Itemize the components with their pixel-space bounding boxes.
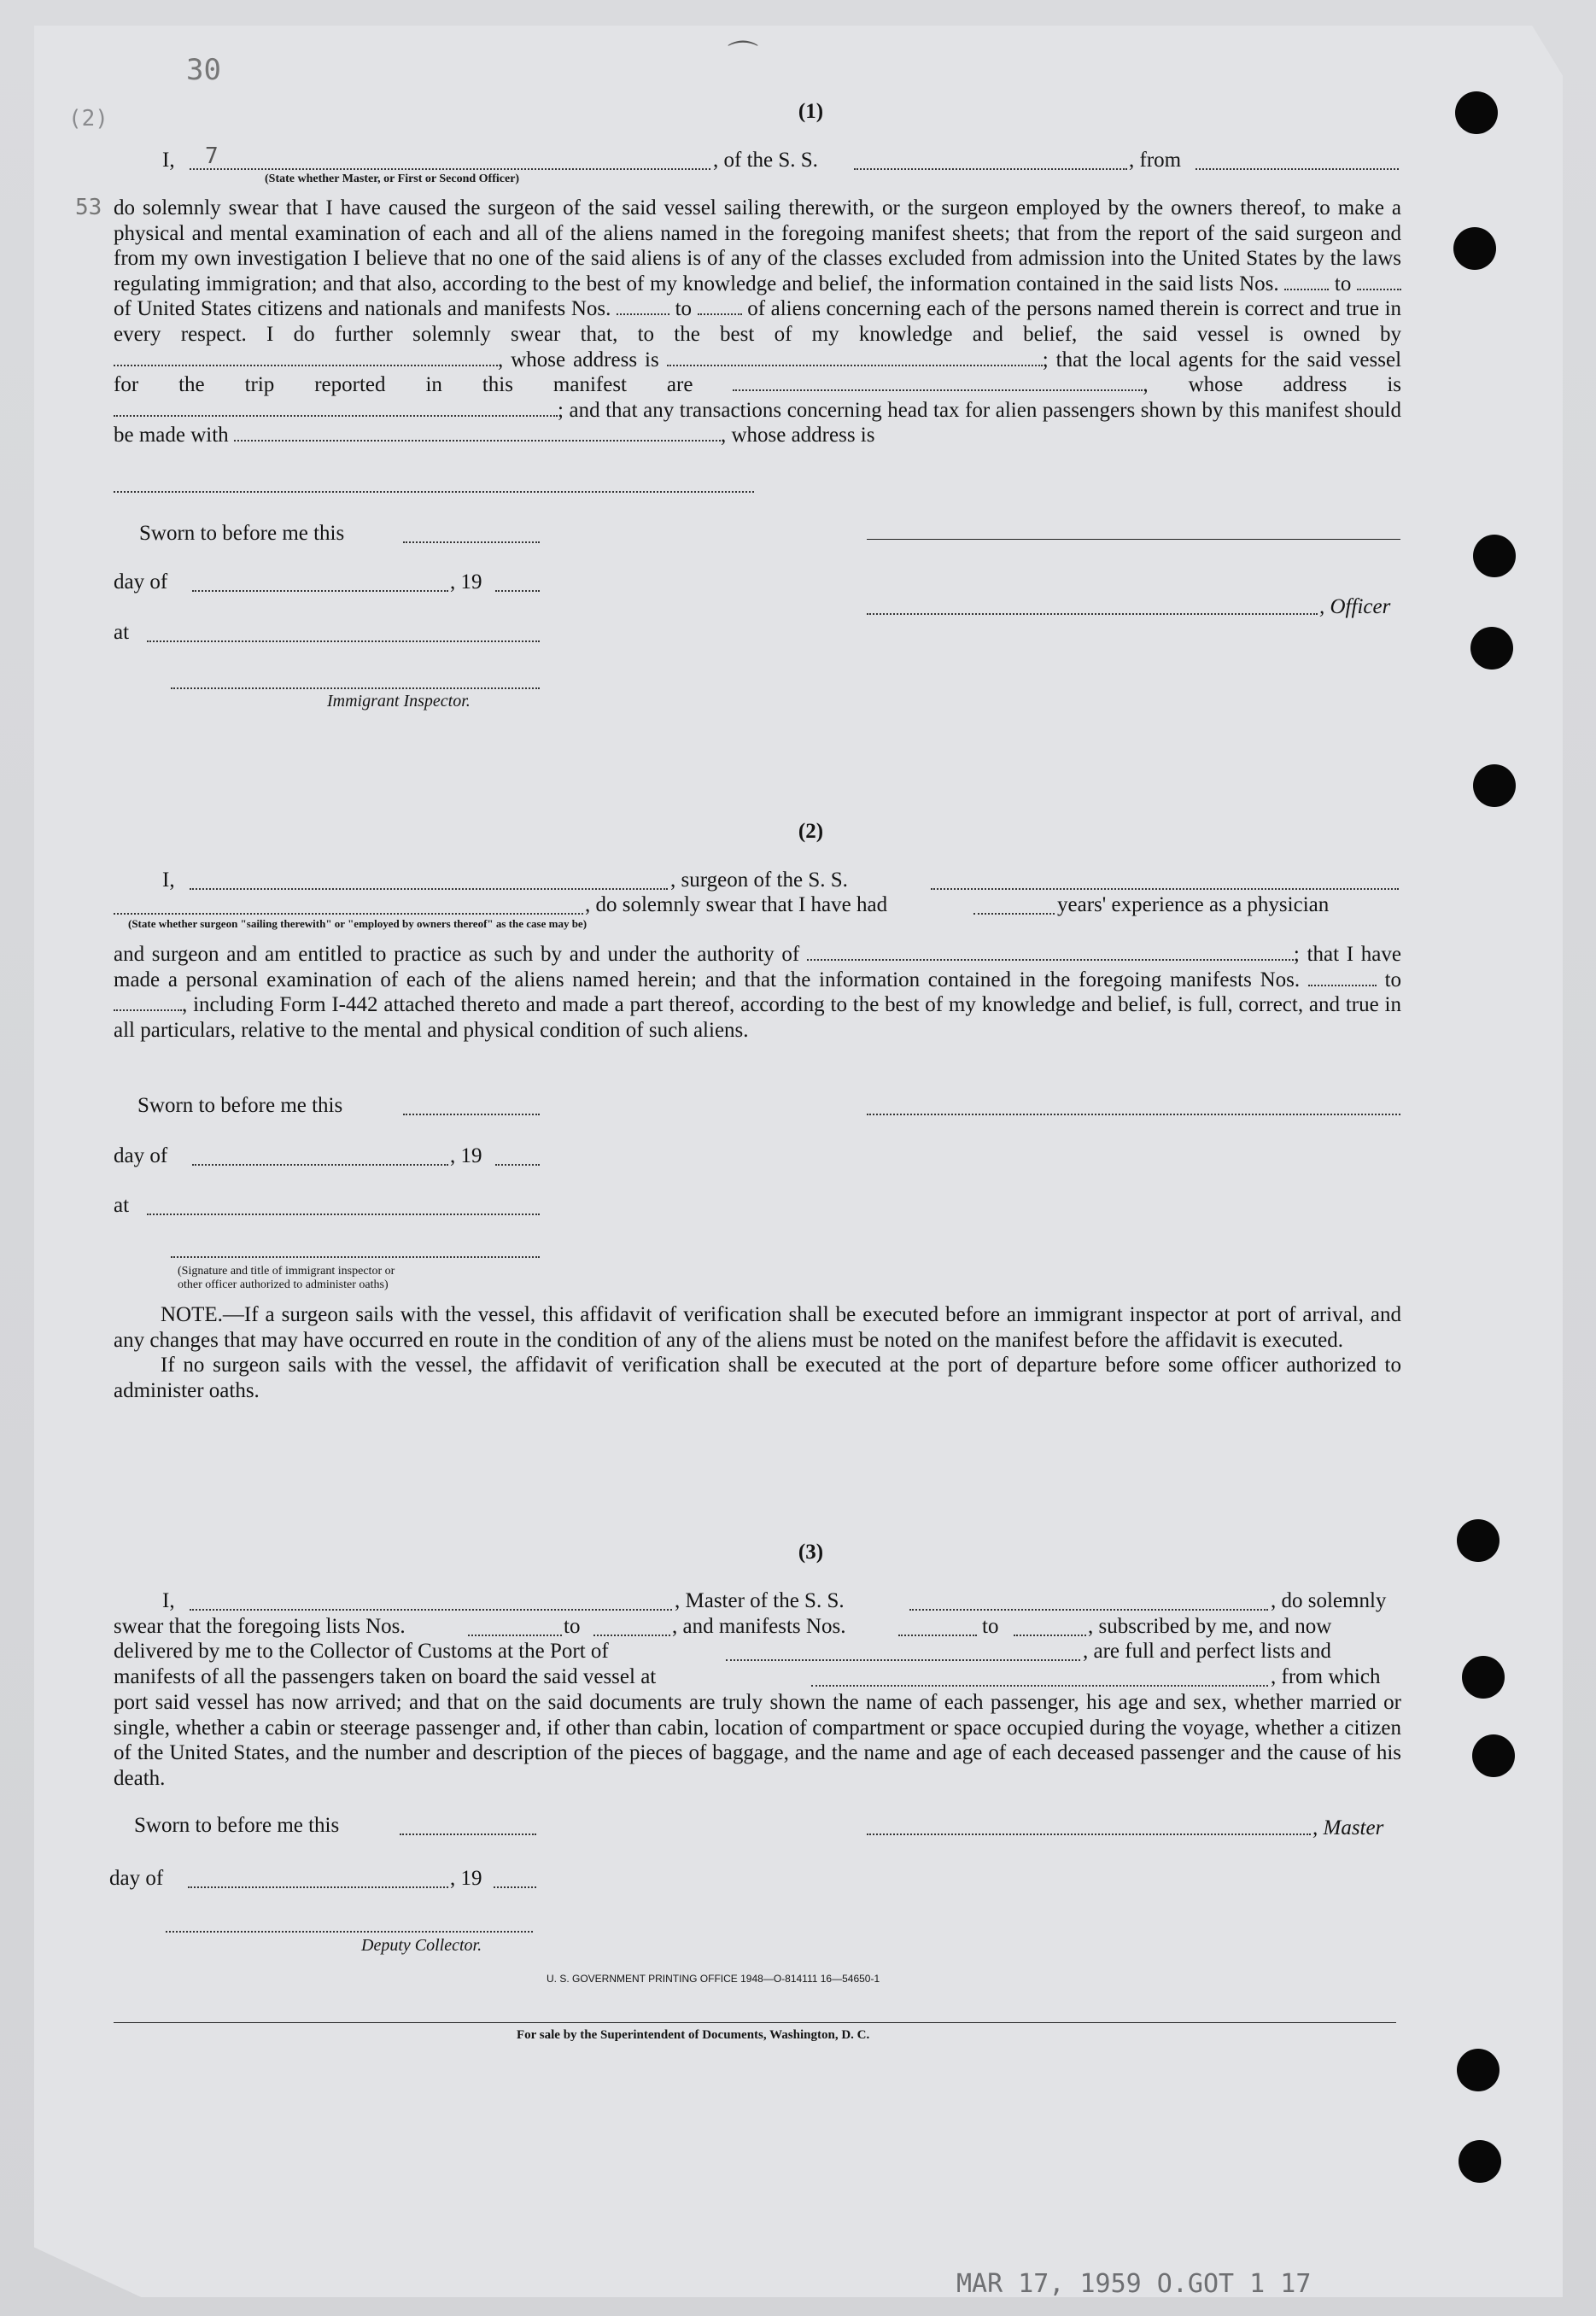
- s1-local-agents: that the local agents for the said vessel for the trip reported in this manifest are: [114, 348, 1402, 397]
- bottom-stamp: MAR 17, 1959 O.GOT 1 17: [956, 2269, 1312, 2299]
- s2-at-line: [147, 1213, 540, 1215]
- section-3-number: (3): [798, 1541, 824, 1564]
- s3-full-perfect: , are full and perfect lists and: [1083, 1640, 1331, 1663]
- s1-inspector: Immigrant Inspector.: [327, 692, 471, 711]
- s2-day-line: [192, 1163, 448, 1166]
- section-1-number: (1): [798, 100, 824, 123]
- s1-year: , 19: [450, 570, 482, 594]
- s1-at: at: [114, 621, 130, 644]
- s3-body: port said vessel has now arrived; and that on the said documents are truly shown the name of each passenger, his age and sex, whether married or single, whether a cabin or steerage passenger and, if other than cabin, location of compartment or space occupied during the voyage, whether a citizen of the United States, and the number and description of the pieces of baggage, and the name and age of each deceased passenger and the cause of his death.: [114, 1691, 1401, 1790]
- s1-from: , from: [1129, 149, 1182, 172]
- s1-officer: , Officer: [1319, 595, 1391, 618]
- s1-ship-line: [854, 167, 1127, 170]
- s3-subscribed: , subscribed by me, and now: [1088, 1615, 1332, 1638]
- s2-sworn-line: [403, 1113, 540, 1115]
- s1-address-line: [114, 490, 754, 493]
- s3-delivered: delivered by me to the Collector of Customs at the Port of: [114, 1640, 609, 1663]
- s1-of-ss: , of the S. S.: [713, 149, 818, 172]
- s1-body-text: do solemnly swear that I have caused the surgeon of the said vessel sailing therewith, or the surgeon employed by the owners thereof, to make a physical and mental examination of each and all of the aliens named in the foregoing manifest sheets; that from the report of the said surgeon and from my own investigation I believe that no one of the said aliens is of any of the classes excluded from admission into the United States by the laws regulating immigration; and that also, according to the best of my knowledge and belief, the information contained in the said lists Nos.: [114, 196, 1401, 295]
- s2-name-line: [190, 887, 668, 890]
- section-2-number: (2): [798, 820, 824, 843]
- s1-at-line: [147, 640, 540, 642]
- punch-hole: [1462, 1656, 1505, 1699]
- s1-officer-line-top: [867, 538, 1400, 540]
- s2-year: , 19: [450, 1144, 482, 1167]
- for-sale: For sale by the Superintendent of Documents, Washington, D. C.: [517, 2028, 870, 2042]
- s1-body: do solemnly swear that I have caused the surgeon of the said vessel sailing therewith, or the surgeon employed by the owners thereof, to make a physical and mental examination of each and all of the aliens named in the foregoing manifest sheets; that from the report of the said surgeon and from my own investigation I believe that no one of the said aliens is of any of the classes excluded from admission into the United States by the laws regulating immigration; and that also, according to the best of my knowledge and belief, the information contained in the said lists Nos. to of United States citizens and nationals and manifests Nos. to of aliens concerning each of the persons named therein is correct and true in every respect. I do further solemnly swear that, to the best of my knowledge and belief, the said vessel is owned by , whose address is ; that the local agents for the said vessel for the trip reported in this manifest are , whose address is ; and that any transactions concerning head tax for alien passengers shown by this manifest should be made with , whose address is: [114, 196, 1402, 447]
- punch-hole: [1457, 2049, 1500, 2091]
- s2-years-line: [973, 912, 1055, 915]
- punch-hole: [1459, 2140, 1501, 2183]
- s2-at: at: [114, 1194, 130, 1217]
- punch-hole: [1473, 535, 1516, 577]
- s3-swear-lists: swear that the foregoing lists Nos.: [114, 1615, 406, 1638]
- printing-office: U. S. GOVERNMENT PRINTING OFFICE 1948—O-814111 16—54650-1: [547, 1973, 880, 1985]
- s3-year-line: [494, 1886, 536, 1888]
- footer-rule: [114, 2021, 1396, 2023]
- s3-man-to-line: [1014, 1634, 1086, 1636]
- s3-ship-line: [909, 1608, 1268, 1611]
- s1-i-label: I,: [162, 149, 175, 172]
- s3-to2: to: [982, 1615, 999, 1638]
- s3-master-line: [867, 1833, 1311, 1835]
- s1-day-of: day of: [114, 570, 168, 594]
- s3-list-from-line: [468, 1634, 562, 1636]
- s2-years: years' experience as a physician: [1057, 893, 1330, 916]
- s2-sig-note-1: (Signature and title of immigrant inspector or: [178, 1265, 395, 1278]
- s2-authority: and surgeon and am entitled to practice as such by and under the authority of: [114, 943, 800, 966]
- s2-day-of: day of: [114, 1144, 168, 1167]
- s2-body-text: that I have made a personal examination of each of the aliens named herein; and that the information contained in the foregoing manifests Nos.: [114, 943, 1402, 991]
- s2-note-1: —If a surgeon sails with the vessel, this affidavit of verification shall be executed before an immigrant inspector at port of arrival, and any changes that may have occurred en route in the condition of any of the aliens must be noted on the manifest before the affidavit is executed.: [114, 1303, 1401, 1352]
- s1-inspector-line: [171, 687, 540, 689]
- punch-hole: [1453, 227, 1496, 270]
- s3-from-which: , from which: [1271, 1665, 1381, 1688]
- s2-including: , including Form I-442 attached thereto and made a part thereof, according to the best of my knowledge and belief, is full, correct, and true in all particulars, relative to the mental and physical condition of such aliens.: [114, 993, 1401, 1042]
- handwriting-top-left: (2): [68, 106, 108, 132]
- handwriting-name: 7: [205, 143, 219, 169]
- s2-note-2: If no surgeon sails with the vessel, the affidavit of verification shall be executed at the port of departure before some officer authorized to administer oaths.: [114, 1354, 1401, 1402]
- handwriting-margin: 53: [75, 195, 102, 220]
- s2-inspector-line: [171, 1255, 540, 1258]
- s1-year-line: [495, 589, 540, 592]
- s1-master-line: [190, 167, 710, 170]
- s3-and-manifests: , and manifests Nos.: [672, 1615, 846, 1638]
- s3-day-of: day of: [109, 1867, 164, 1890]
- handwriting-top-mark: 30: [186, 53, 221, 87]
- s2-solemnly: , do solemnly swear that I have had: [585, 893, 888, 916]
- s3-man-from-line: [898, 1634, 977, 1636]
- s2-year-line: [495, 1163, 540, 1166]
- s1-day-line: [192, 589, 448, 592]
- s3-to1: to: [564, 1615, 581, 1638]
- s1-officer-line: [867, 612, 1318, 615]
- s1-whose-address-2: whose address is: [1188, 373, 1402, 397]
- s2-sworn: Sworn to before me this: [137, 1094, 343, 1117]
- s3-master-of: , Master of the S. S.: [675, 1589, 845, 1612]
- punch-hole: [1470, 627, 1513, 670]
- top-mark: ⌒: [728, 39, 759, 74]
- s1-to1: to: [1334, 272, 1352, 295]
- s2-surgeon-note: (State whether surgeon "sailing therewith" or "employed by owners thereof" as the case may be): [128, 917, 588, 930]
- s2-surgeon-of: , surgeon of the S. S.: [670, 868, 848, 892]
- s1-head-tax: ; and that any transactions concerning head tax for alien passengers shown by this manifest should be made with: [114, 398, 1401, 447]
- punch-hole: [1472, 1734, 1515, 1777]
- s1-to2: to: [675, 297, 693, 321]
- s3-sworn-line: [400, 1833, 536, 1835]
- s3-day-line: [188, 1886, 448, 1888]
- s2-ship-line: [931, 887, 1399, 890]
- s2-to: to: [1384, 968, 1402, 991]
- s3-sworn: Sworn to before me this: [134, 1814, 340, 1837]
- punch-hole: [1473, 764, 1516, 807]
- s2-note-label: NOTE.: [161, 1303, 223, 1326]
- s3-do-solemnly: , do solemnly: [1271, 1589, 1387, 1612]
- s1-sworn-line: [403, 541, 540, 543]
- s3-manifests-all: manifests of all the passengers taken on board the said vessel at: [114, 1665, 657, 1688]
- s2-i-label: I,: [162, 868, 175, 892]
- s2-signature-line: [867, 1113, 1400, 1115]
- s3-deputy-line: [166, 1930, 533, 1933]
- s3-at-port-line: [811, 1684, 1268, 1687]
- s1-whose-address-3: , whose address is: [720, 424, 875, 447]
- s3-list-to-line: [593, 1634, 670, 1636]
- s3-name-line: [190, 1608, 672, 1611]
- s3-year: , 19: [450, 1867, 482, 1890]
- s3-i-label: I,: [162, 1589, 175, 1612]
- s1-of-aliens: of aliens concerning each of the persons named therein is correct and true in every respect. I do further solemnly swear that, to the best of my knowledge and belief, the said vessel is owned by: [114, 297, 1402, 346]
- s2-body: and surgeon and am entitled to practice as such by and under the authority of ; that I have made a personal examination of each of the aliens named herein; and that the information contained in the foregoing manifests Nos. to , including Form I-442 attached thereto and made a part thereof, according to the best of my knowledge and belief, is full, correct, and true in all particulars, relative to the mental and physical condition of such aliens.: [114, 943, 1402, 1042]
- s1-from-line: [1196, 167, 1399, 170]
- s1-sworn: Sworn to before me this: [139, 522, 345, 545]
- s2-sig-note-2: other officer authorized to administer oaths): [178, 1278, 389, 1291]
- s3-master: , Master: [1312, 1816, 1384, 1839]
- s2-note: [114, 1302, 1401, 1403]
- s1-of-us: of United States citizens and nationals and manifests Nos.: [114, 297, 611, 321]
- s3-port-line: [726, 1658, 1080, 1661]
- s1-master-note: (State whether Master, or First or Second Officer): [265, 173, 520, 185]
- s2-type-line: [114, 912, 583, 915]
- s3-deputy: Deputy Collector.: [361, 1936, 482, 1955]
- s1-whose-address: , whose address is: [498, 348, 659, 371]
